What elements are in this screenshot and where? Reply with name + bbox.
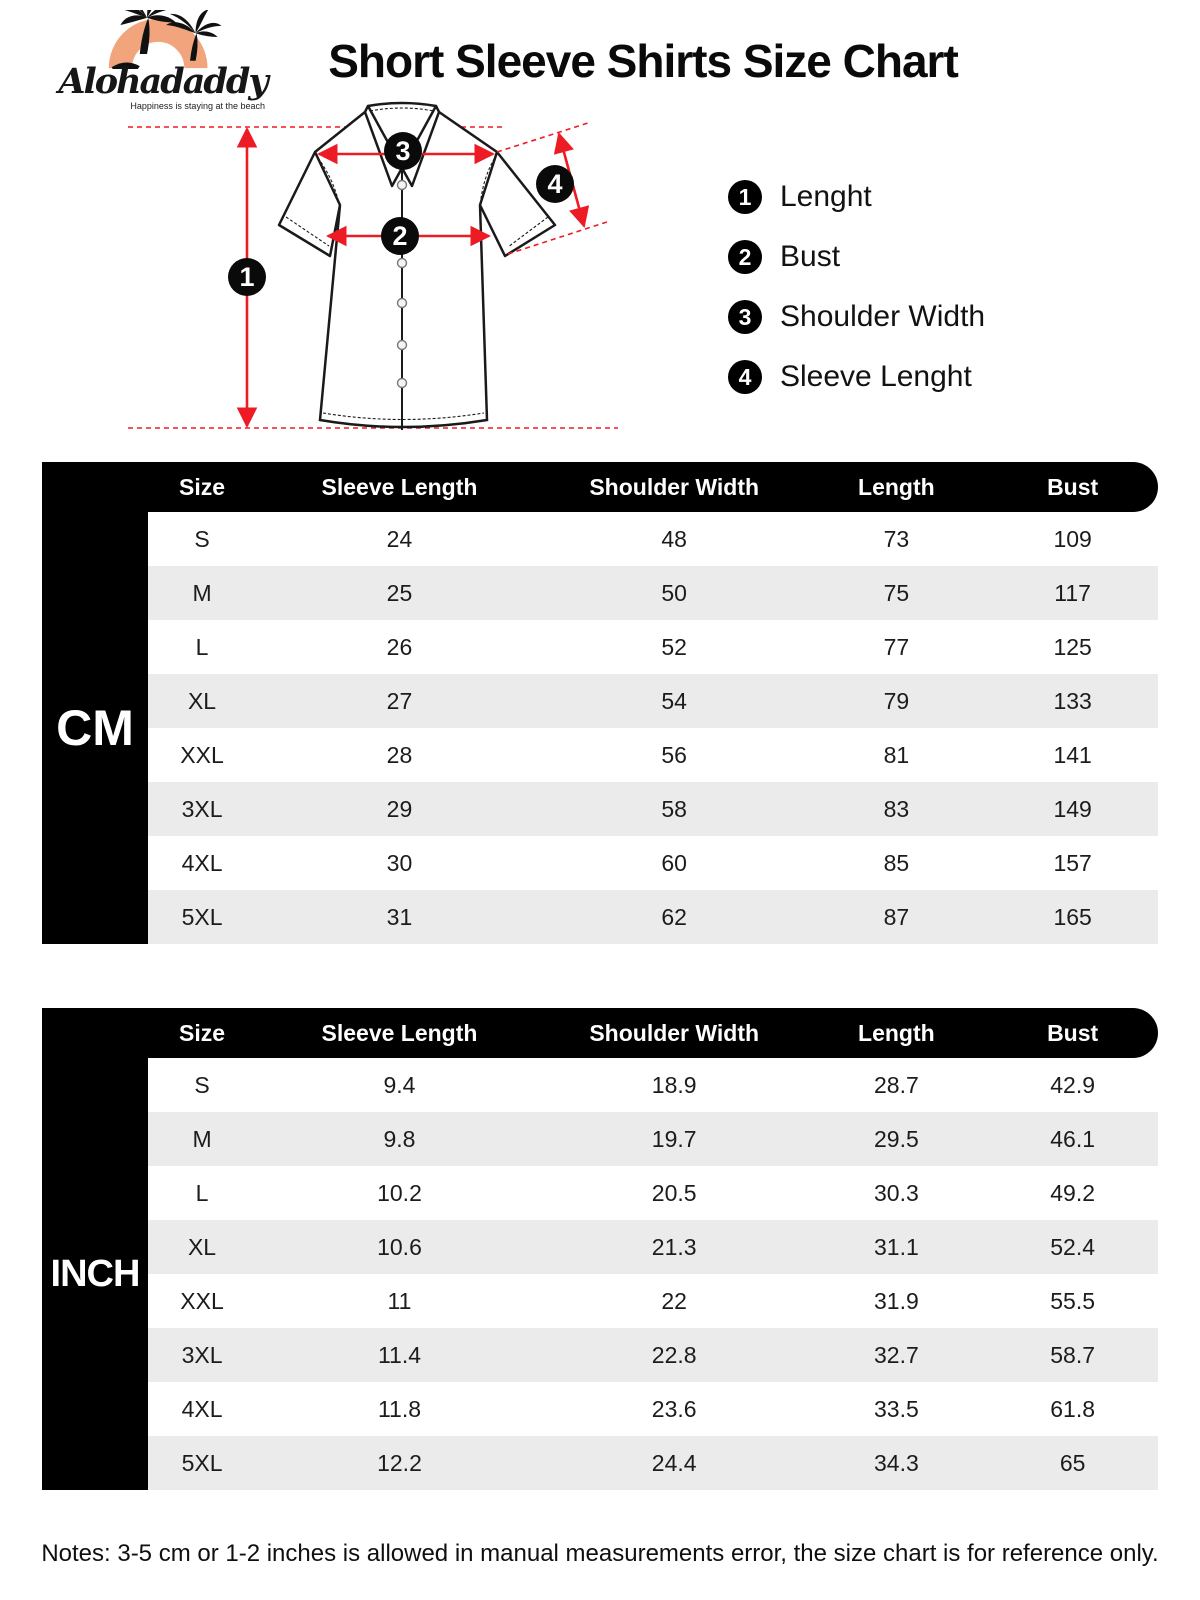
legend-item-bust xyxy=(728,240,985,274)
table-cell: XL xyxy=(187,687,217,714)
table-cell: 31.9 xyxy=(874,1287,919,1314)
table-cell: 28.7 xyxy=(874,1071,919,1098)
table-cell: 62 xyxy=(661,903,687,930)
cm-size-table xyxy=(42,462,1158,944)
table-cell: 18.9 xyxy=(651,1071,697,1098)
table-cell: 22.8 xyxy=(651,1341,697,1368)
legend-label-length: Lenght xyxy=(780,180,872,213)
table-cell: 4XL xyxy=(181,849,223,876)
table-cell: 5XL xyxy=(181,903,223,930)
table-cell: 87 xyxy=(883,903,910,930)
table-row xyxy=(148,1274,1158,1328)
table-row xyxy=(148,1166,1158,1220)
column-header-sleeve-length: Sleeve Length xyxy=(321,473,478,500)
table-row xyxy=(148,512,1158,566)
table-cell: 32.7 xyxy=(874,1341,919,1368)
table-row xyxy=(148,782,1158,836)
legend-badge-1: 1 xyxy=(728,180,762,214)
cm-table-header xyxy=(42,462,1158,512)
legend-label-bust: Bust xyxy=(780,240,841,273)
table-cell: 22 xyxy=(661,1287,687,1314)
table-cell: 52 xyxy=(661,633,687,660)
table-cell: L xyxy=(195,1179,209,1206)
table-cell: 3XL xyxy=(181,1341,223,1368)
column-header-length: Length xyxy=(858,1019,935,1046)
table-cell: 65 xyxy=(1059,1449,1086,1476)
table-cell: 5XL xyxy=(181,1449,223,1476)
cm-table-rows xyxy=(148,512,1158,944)
table-cell: 54 xyxy=(661,687,687,714)
table-cell: 29 xyxy=(386,795,413,822)
column-header-shoulder-width: Shoulder Width xyxy=(589,1019,760,1046)
legend-badge-2: 2 xyxy=(728,240,762,274)
table-row xyxy=(148,1382,1158,1436)
table-cell: 27 xyxy=(386,687,413,714)
table-cell: 11.4 xyxy=(377,1341,421,1368)
table-cell: 49.2 xyxy=(1050,1179,1095,1206)
table-cell: 58 xyxy=(661,795,687,822)
table-cell: XXL xyxy=(180,741,224,768)
marker-4: 4 xyxy=(547,169,563,199)
column-header-size: Size xyxy=(179,473,226,500)
table-cell: 149 xyxy=(1053,795,1092,822)
measurement-legend xyxy=(728,180,985,394)
shirt-measurement-diagram xyxy=(118,96,628,451)
table-cell: 23.6 xyxy=(651,1395,697,1422)
table-row xyxy=(148,890,1158,944)
table-cell: 19.7 xyxy=(651,1125,697,1152)
table-cell: 20.5 xyxy=(651,1179,697,1206)
table-cell: 46.1 xyxy=(1050,1125,1095,1152)
table-cell: 125 xyxy=(1053,633,1092,660)
brand-name: Alohadaddy xyxy=(58,61,267,102)
inch-size-table xyxy=(42,1008,1158,1490)
legend-badge-4: 4 xyxy=(728,360,762,394)
table-cell: L xyxy=(195,633,209,660)
table-cell: 21.3 xyxy=(651,1233,697,1260)
marker-2: 2 xyxy=(392,221,408,251)
table-cell: 12.2 xyxy=(377,1449,422,1476)
table-cell: 26 xyxy=(386,633,413,660)
inch-table-header xyxy=(42,1008,1158,1058)
table-cell: 85 xyxy=(883,849,910,876)
legend-badge-3: 3 xyxy=(728,300,762,334)
table-row xyxy=(148,1112,1158,1166)
table-cell: 24.4 xyxy=(651,1449,697,1476)
unit-label-inch: INCH xyxy=(42,1058,148,1490)
table-cell: 117 xyxy=(1054,579,1091,606)
page-title: Short Sleeve Shirts Size Chart xyxy=(328,35,958,87)
table-cell: 29.5 xyxy=(874,1125,919,1152)
table-row xyxy=(148,674,1158,728)
legend-item-shoulder-width xyxy=(728,300,985,334)
table-cell: 9.4 xyxy=(383,1071,416,1098)
column-header-length: Length xyxy=(858,473,935,500)
table-cell: 11.8 xyxy=(377,1395,421,1422)
table-cell: 58.7 xyxy=(1050,1341,1095,1368)
table-cell: M xyxy=(192,579,212,606)
column-header-bust: Bust xyxy=(1047,473,1099,500)
brand-tagline: Happiness is staying at the beach xyxy=(130,101,265,111)
table-cell: 4XL xyxy=(181,1395,223,1422)
table-cell: 157 xyxy=(1053,849,1092,876)
legend-item-sleeve-length xyxy=(728,360,985,394)
legend-label-shoulder-width: Shoulder Width xyxy=(780,300,986,333)
table-cell: 31.1 xyxy=(874,1233,919,1260)
column-header-shoulder-width: Shoulder Width xyxy=(589,473,760,500)
table-cell: 79 xyxy=(883,687,910,714)
table-cell: M xyxy=(192,1125,212,1152)
table-cell: 52.4 xyxy=(1050,1233,1095,1260)
table-row xyxy=(148,1220,1158,1274)
table-row xyxy=(148,1058,1158,1112)
unit-label-cm: CM xyxy=(42,512,148,944)
table-cell: 25 xyxy=(386,579,413,606)
table-cell: XL xyxy=(187,1233,217,1260)
table-cell: 28 xyxy=(386,741,413,768)
table-cell: 75 xyxy=(883,579,910,606)
table-cell: 31 xyxy=(386,903,413,930)
table-cell: 30.3 xyxy=(874,1179,919,1206)
table-cell: S xyxy=(194,1071,210,1098)
table-cell: 141 xyxy=(1053,741,1092,768)
table-cell: XXL xyxy=(180,1287,224,1314)
table-cell: S xyxy=(194,525,210,552)
marker-3: 3 xyxy=(395,136,411,166)
table-cell: 56 xyxy=(661,741,687,768)
table-cell: 81 xyxy=(883,741,910,768)
table-cell: 73 xyxy=(883,525,910,552)
table-cell: 24 xyxy=(386,525,413,552)
table-cell: 48 xyxy=(661,525,687,552)
table-cell: 33.5 xyxy=(874,1395,919,1422)
column-header-size: Size xyxy=(179,1019,226,1046)
table-row xyxy=(148,620,1158,674)
table-cell: 10.6 xyxy=(377,1233,422,1260)
table-row xyxy=(148,1436,1158,1490)
legend-item-length xyxy=(728,180,985,214)
table-cell: 83 xyxy=(883,795,910,822)
notes-text: Notes: 3-5 cm or 1-2 inches is allowed in manual measurements error, the size chart is for reference only. xyxy=(41,1540,1159,1567)
table-cell: 42.9 xyxy=(1050,1071,1095,1098)
table-cell: 60 xyxy=(661,849,687,876)
table-cell: 3XL xyxy=(181,795,223,822)
table-cell: 11 xyxy=(387,1287,412,1314)
legend-label-sleeve-length: Sleeve Lenght xyxy=(780,360,972,393)
table-cell: 109 xyxy=(1053,525,1092,552)
column-header-bust: Bust xyxy=(1047,1019,1099,1046)
marker-1: 1 xyxy=(239,262,255,292)
table-row xyxy=(148,836,1158,890)
table-cell: 30 xyxy=(386,849,413,876)
table-row xyxy=(148,1328,1158,1382)
table-row xyxy=(148,566,1158,620)
column-header-sleeve-length: Sleeve Length xyxy=(321,1019,478,1046)
table-cell: 9.8 xyxy=(383,1125,416,1152)
inch-table-rows xyxy=(148,1058,1158,1490)
table-cell: 61.8 xyxy=(1050,1395,1095,1422)
table-cell: 10.2 xyxy=(377,1179,422,1206)
table-cell: 165 xyxy=(1053,903,1092,930)
table-row xyxy=(148,728,1158,782)
table-cell: 34.3 xyxy=(874,1449,919,1476)
table-cell: 133 xyxy=(1053,687,1092,714)
table-cell: 77 xyxy=(883,633,910,660)
table-cell: 50 xyxy=(661,579,687,606)
table-cell: 55.5 xyxy=(1050,1287,1095,1314)
